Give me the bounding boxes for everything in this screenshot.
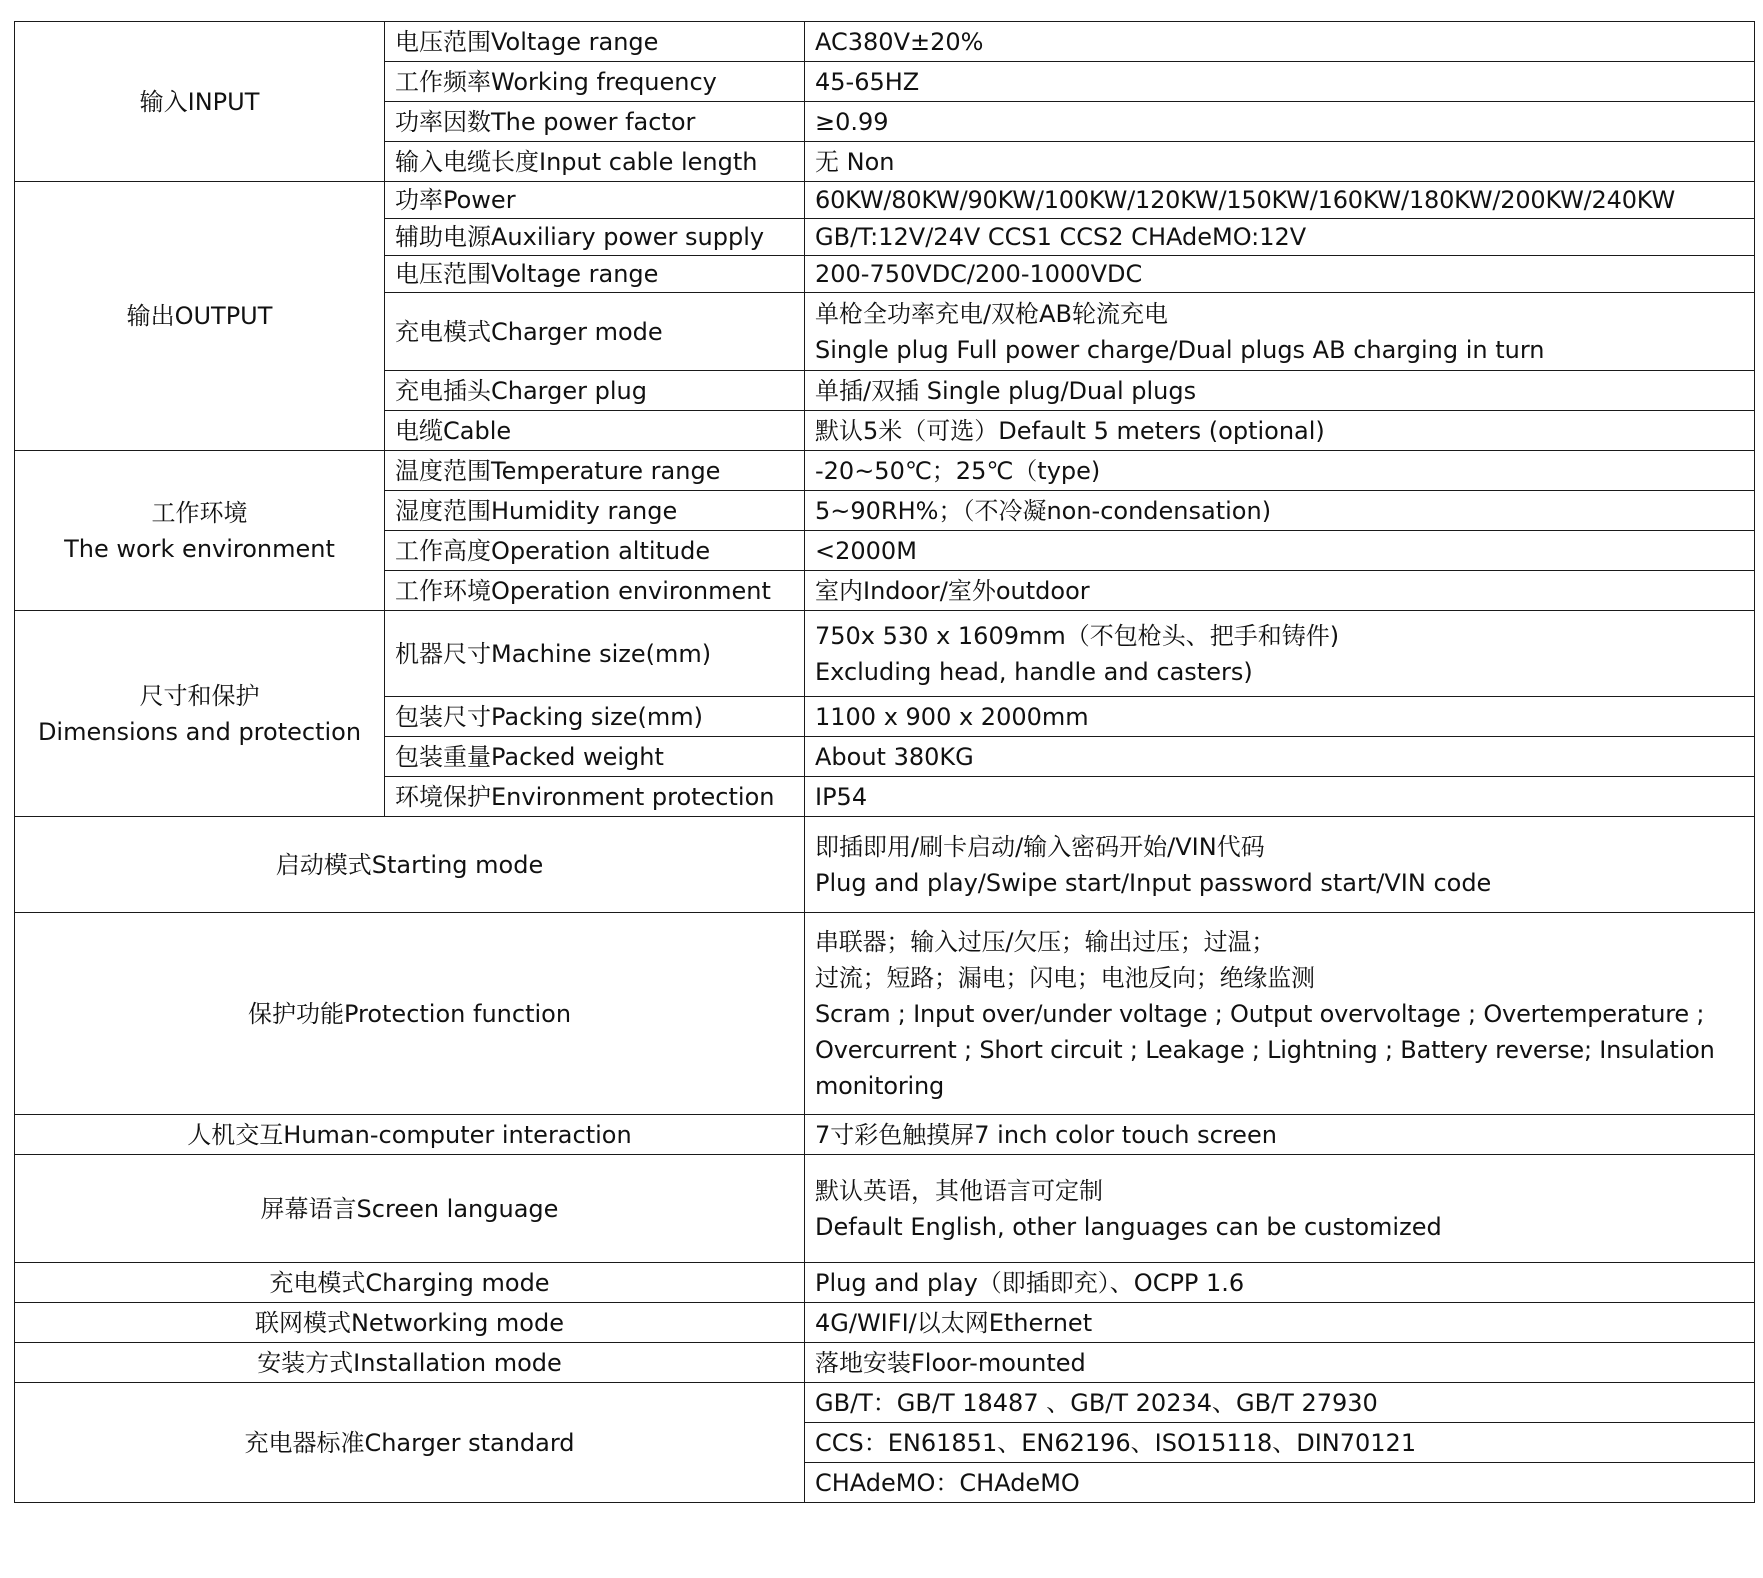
value-line: 串联器；输入过压/欠压；输出过压；过温；	[815, 927, 1276, 956]
value-line: Overcurrent ; Short circuit ; Leakage ; Lightning ; Battery reverse; Insulation	[815, 1035, 1715, 1064]
row-label: 充电模式Charger mode	[385, 293, 805, 371]
group-output: 输出OUTPUT	[15, 182, 385, 451]
row-value: 室内Indoor/室外outdoor	[805, 571, 1755, 611]
table-row	[15, 1383, 1755, 1423]
group-title-en: The work environment	[64, 534, 335, 563]
row-value	[805, 611, 1755, 697]
value-line: monitoring	[815, 1071, 945, 1100]
row-label: 温度范围Temperature range	[385, 451, 805, 491]
row-value: IP54	[805, 777, 1755, 817]
value-line: Single plug Full power charge/Dual plugs AB charging in turn	[815, 335, 1545, 364]
row-value: AC380V±20%	[805, 22, 1755, 62]
row-value: Plug and play（即插即充）、OCPP 1.6	[805, 1263, 1755, 1303]
group-title-cn: 尺寸和保护	[139, 681, 260, 710]
row-label: 功率因数The power factor	[385, 102, 805, 142]
value-line: 过流；短路；漏电；闪电；电池反向；绝缘监测	[815, 963, 1315, 992]
row-label-charger-standard: 充电器标准Charger standard	[15, 1383, 805, 1503]
value-line: Plug and play/Swipe start/Input password start/VIN code	[815, 868, 1492, 897]
value-line: 单枪全功率充电/双枪AB轮流充电	[815, 299, 1168, 328]
row-value: 5~90RH%；（不冷凝non-condensation)	[805, 491, 1755, 531]
table-row	[15, 1263, 1755, 1303]
row-label: 机器尺寸Machine size(mm)	[385, 611, 805, 697]
row-label-protection: 保护功能Protection function	[15, 913, 805, 1115]
row-label: 工作频率Working frequency	[385, 62, 805, 102]
row-value: 1100 x 900 x 2000mm	[805, 697, 1755, 737]
row-value: <2000M	[805, 531, 1755, 571]
table-row	[15, 913, 1755, 1115]
table-row	[15, 611, 1755, 697]
row-label: 电压范围Voltage range	[385, 22, 805, 62]
row-label-starting-mode: 启动模式Starting mode	[15, 817, 805, 913]
value-line: Excluding head, handle and casters)	[815, 657, 1253, 686]
row-label: 环境保护Environment protection	[385, 777, 805, 817]
row-value	[805, 817, 1755, 913]
row-label: 包装重量Packed weight	[385, 737, 805, 777]
row-value: About 380KG	[805, 737, 1755, 777]
table-row	[15, 1343, 1755, 1383]
value-line: 默认英语，其他语言可定制	[815, 1176, 1103, 1205]
row-value: 200-750VDC/200-1000VDC	[805, 256, 1755, 293]
value-line: 即插即用/刷卡启动/输入密码开始/VIN代码	[815, 832, 1265, 861]
group-dimensions	[15, 611, 385, 817]
row-label-charging-mode: 充电模式Charging mode	[15, 1263, 805, 1303]
group-title-cn: 工作环境	[151, 498, 248, 527]
row-label: 包装尺寸Packing size(mm)	[385, 697, 805, 737]
row-value: 7寸彩色触摸屏7 inch color touch screen	[805, 1115, 1755, 1155]
row-label-screen-language: 屏幕语言Screen language	[15, 1155, 805, 1263]
spec-sheet	[14, 21, 1755, 1503]
row-label: 功率Power	[385, 182, 805, 219]
row-value: 45-65HZ	[805, 62, 1755, 102]
row-value: ≥0.99	[805, 102, 1755, 142]
row-label: 充电插头Charger plug	[385, 371, 805, 411]
row-label: 湿度范围Humidity range	[385, 491, 805, 531]
table-row	[15, 451, 1755, 491]
value-line: Scram ; Input over/under voltage ; Output overvoltage ; Overtemperature ;	[815, 999, 1705, 1028]
row-label: 电压范围Voltage range	[385, 256, 805, 293]
table-row	[15, 22, 1755, 62]
row-label: 工作高度Operation altitude	[385, 531, 805, 571]
specification-table	[14, 21, 1755, 1503]
group-input: 输入INPUT	[15, 22, 385, 182]
table-row	[15, 182, 1755, 219]
row-value: GB/T：GB/T 18487 、GB/T 20234、GB/T 27930	[805, 1383, 1755, 1423]
row-value	[805, 293, 1755, 371]
row-value: 默认5米（可选）Default 5 meters (optional)	[805, 411, 1755, 451]
row-value: GB/T:12V/24V CCS1 CCS2 CHAdeMO:12V	[805, 219, 1755, 256]
row-value	[805, 1155, 1755, 1263]
row-value	[805, 913, 1755, 1115]
row-value: 单插/双插 Single plug/Dual plugs	[805, 371, 1755, 411]
row-label-networking-mode: 联网模式Networking mode	[15, 1303, 805, 1343]
value-line: Default English, other languages can be customized	[815, 1212, 1442, 1241]
row-label: 电缆Cable	[385, 411, 805, 451]
row-value: 落地安装Floor-mounted	[805, 1343, 1755, 1383]
table-row	[15, 1155, 1755, 1263]
group-title-en: Dimensions and protection	[37, 717, 362, 746]
row-label: 输入电缆长度Input cable length	[385, 142, 805, 182]
row-value: CHAdeMO：CHAdeMO	[805, 1463, 1755, 1503]
row-value: 无 Non	[805, 142, 1755, 182]
row-value: 4G/WIFI/以太网Ethernet	[805, 1303, 1755, 1343]
group-environment	[15, 451, 385, 611]
row-label: 工作环境Operation environment	[385, 571, 805, 611]
row-label-hci: 人机交互Human-computer interaction	[15, 1115, 805, 1155]
row-label-installation-mode: 安装方式Installation mode	[15, 1343, 805, 1383]
row-value: -20~50℃；25℃（type)	[805, 451, 1755, 491]
row-value: CCS：EN61851、EN62196、ISO15118、DIN70121	[805, 1423, 1755, 1463]
row-label: 辅助电源Auxiliary power supply	[385, 219, 805, 256]
table-row	[15, 1303, 1755, 1343]
row-value: 60KW/80KW/90KW/100KW/120KW/150KW/160KW/180KW/200KW/240KW	[805, 182, 1755, 219]
table-row	[15, 1115, 1755, 1155]
value-line: 750x 530 x 1609mm（不包枪头、把手和铸件)	[815, 621, 1340, 650]
table-row	[15, 817, 1755, 913]
